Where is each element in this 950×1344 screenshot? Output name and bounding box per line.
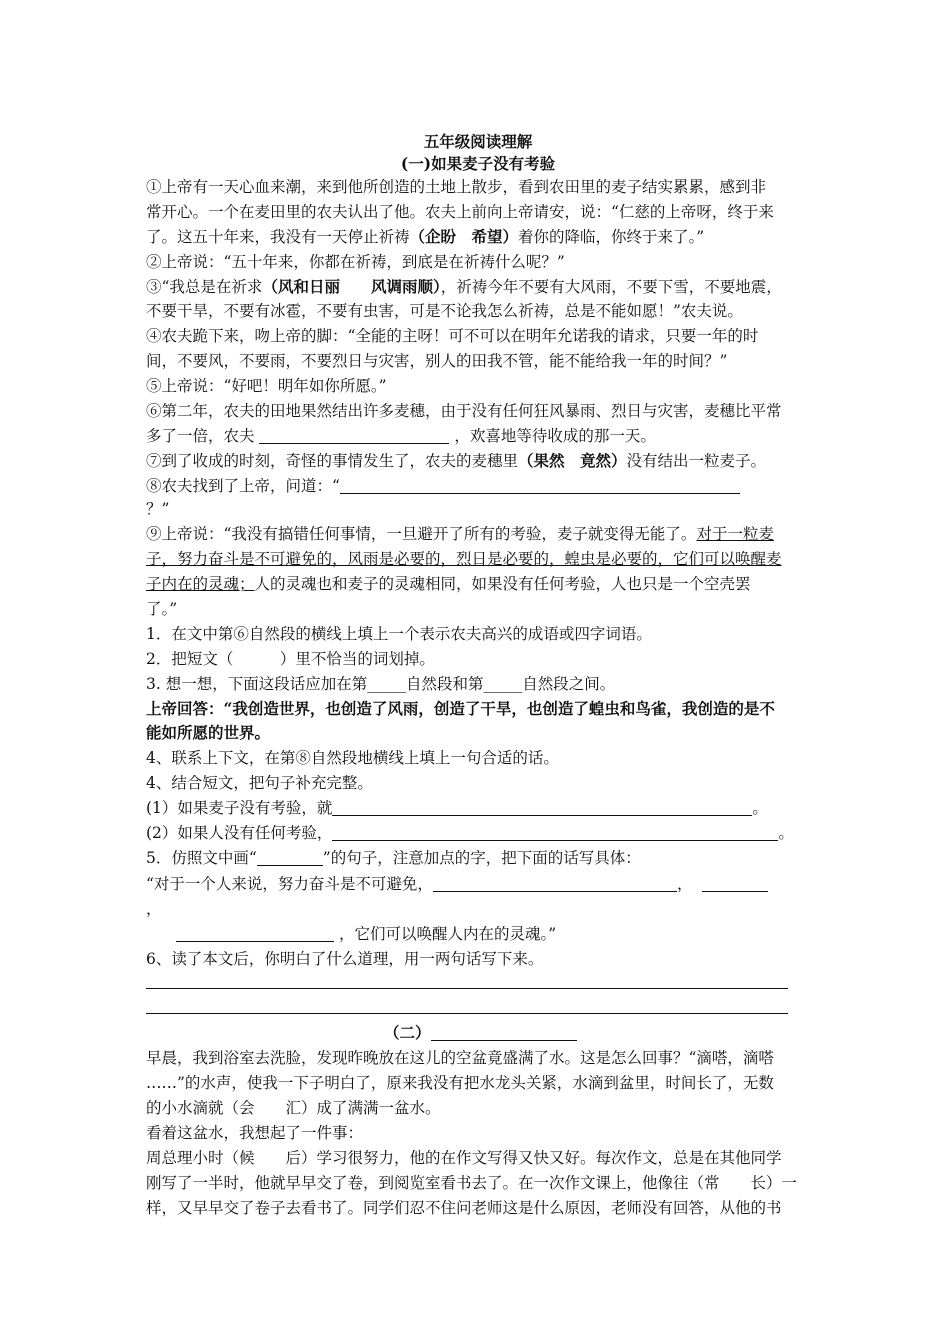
answer-line[interactable] bbox=[146, 1013, 788, 1014]
text: “对于一个人来说，努力奋斗是不可避免， bbox=[146, 875, 433, 893]
paragraph-line: 间，不要风，不要雨，不要烈日与灾害，别人的田我不管，能不能给我一年的时间？” bbox=[146, 352, 728, 370]
text: 。 bbox=[778, 824, 794, 842]
paragraph-line: 看着这盆水，我想起了一件事： bbox=[146, 1124, 364, 1142]
question-4a: 4、联系上下文，在第⑧自然段地横线上填上一句合适的话。 bbox=[146, 749, 559, 767]
question-4b-item bbox=[146, 797, 810, 819]
paragraph-line: 了。” bbox=[146, 600, 178, 618]
fill-blank[interactable] bbox=[257, 849, 323, 866]
section2-heading bbox=[384, 1022, 604, 1044]
text: ，它们可以唤醒人内在的灵魂。” bbox=[338, 925, 557, 943]
word-choice: （企盼 希望） bbox=[409, 227, 519, 246]
underlined-text: 子内在的灵魂； bbox=[146, 575, 255, 593]
text: 没有结出一粒麦子。 bbox=[626, 452, 767, 470]
paragraph-line: 的小水滴就（会 汇）成了满满一盆水。 bbox=[146, 1099, 441, 1117]
answer-line[interactable] bbox=[146, 988, 788, 989]
paragraph-line: ⑤上帝说：“好吧！明年如你所愿。” bbox=[146, 377, 387, 395]
paragraph-line bbox=[146, 573, 810, 595]
text: ，祈祷今年不要有大风雨，不要下雪，不要地震， bbox=[440, 278, 782, 296]
fill-blank[interactable] bbox=[259, 427, 449, 444]
underlined-text: 对于一粒麦 bbox=[696, 525, 774, 543]
question-5 bbox=[146, 847, 810, 869]
fill-blank[interactable] bbox=[433, 875, 677, 892]
paragraph-line bbox=[146, 226, 810, 248]
paragraph-line: ④农夫跪下来，吻上帝的脚：“全能的主呀！可不可以在明年允诺我的请求，只要一年的时 bbox=[146, 327, 759, 345]
question-3: 3. 想一想，下面这段话应加在第_____自然段和第_____自然段之间。 bbox=[146, 675, 616, 693]
paragraph-line: 周总理小时（候 后）学习很努力，他的在作文写得又快又好。每次作文，总是在其他同学 bbox=[146, 1149, 782, 1167]
text: (1）如果麦子没有考验，就 bbox=[146, 799, 333, 817]
section2-heading-text: （二） bbox=[384, 1023, 431, 1042]
text: ⑧农夫找到了上帝，问道：“ bbox=[146, 477, 340, 495]
text: 人的灵魂也和麦子的灵魂相同，如果没有任何考验，人也只是一个空壳罢 bbox=[254, 575, 751, 593]
word-choice: （风和日丽 风调雨顺） bbox=[262, 277, 441, 296]
fill-blank[interactable] bbox=[702, 875, 768, 892]
question-3-quote: 上帝回答：“我创造世界，也创造了风雨，创造了干旱，也创造了蝗虫和鸟雀，我创造的是不 bbox=[146, 699, 775, 718]
paragraph-line: 刚写了一半时，他就早早交了卷，到阅览室看书去了。在一次作文课上，他像往（常 长）一 bbox=[146, 1174, 798, 1192]
paragraph-line bbox=[146, 475, 810, 497]
question-1: 1．在文中第⑥自然段的横线上填上一个表示农夫高兴的成语或四字词语。 bbox=[146, 625, 652, 643]
question-3-quote: 能如所愿的世界。 bbox=[146, 723, 271, 742]
underlined-line: 子，努力奋斗是不可避免的，风雨是必要的，烈日是必要的，蝗虫是必要的，它们可以唤醒麦 bbox=[146, 550, 782, 568]
question-4b: 4、结合短文，把句子补充完整。 bbox=[146, 774, 373, 792]
paragraph-line: ⑥第二年，农夫的田地果然结出许多麦穗，由于没有任何狂风暴雨、烈日与灾害，麦穗比平常 bbox=[146, 402, 782, 420]
fill-blank[interactable] bbox=[176, 925, 334, 942]
text: 。 bbox=[752, 799, 768, 817]
text: 着你的降临，你终于来了。” bbox=[518, 228, 705, 246]
title-blank[interactable] bbox=[431, 1024, 577, 1041]
text: ”的句子，注意加点的字，把下面的话写具体： bbox=[322, 849, 641, 867]
paragraph-line: ②上帝说：“五十年来，你都在祈祷，到底是在祈祷什么呢？” bbox=[146, 253, 565, 271]
word-choice: （果然 竟然） bbox=[518, 451, 627, 470]
fill-blank[interactable] bbox=[332, 824, 778, 841]
paragraph-line: 常开心。一个在麦田里的农夫认出了他。农夫上前向上帝请安，说：“仁慈的上帝呀，终于来 bbox=[146, 203, 774, 221]
paragraph-line bbox=[146, 450, 810, 472]
text: 多了一倍，农夫 bbox=[146, 427, 255, 445]
question-4b-item bbox=[146, 822, 810, 844]
question-6: 6、读了本文后，你明白了什么道理，用一两句话写下来。 bbox=[146, 950, 544, 968]
question-5-line bbox=[176, 923, 840, 945]
paragraph-line: 样，又早早交了卷子去看书了。同学们忍不住问老师这是什么原因，老师没有回答，从他的书 bbox=[146, 1199, 782, 1217]
text: 5．仿照文中画“ bbox=[146, 849, 257, 867]
question-5-line bbox=[146, 873, 810, 895]
paragraph-line bbox=[146, 276, 810, 298]
fill-blank[interactable] bbox=[340, 477, 740, 494]
text: 了。这五十年来，我没有一天停止祈祷 bbox=[146, 228, 410, 246]
question-5-line: ， bbox=[146, 900, 162, 918]
paragraph-line: ？” bbox=[146, 500, 170, 518]
text: (2）如果人没有任何考验， bbox=[146, 824, 333, 842]
paragraph-line: 早晨，我到浴室去洗脸，发现昨晚放在这儿的空盆竟盛满了水。这是怎么回事？“滴嗒，滴嗒 bbox=[146, 1049, 774, 1067]
paragraph-line: 不要干旱，不要有冰雹，不要有虫害，可是不论我怎么祈祷，总是不能如愿！”农夫说。 bbox=[146, 302, 743, 320]
paragraph-line bbox=[146, 523, 810, 545]
paragraph-line bbox=[146, 425, 810, 447]
fill-blank[interactable] bbox=[332, 799, 752, 816]
text: ，欢喜地等待收成的那一天。 bbox=[454, 427, 656, 445]
text: ③“我总是在祈求 bbox=[146, 278, 263, 296]
paragraph-line: ①上帝有一天心血来潮，来到他所创造的土地上散步，看到农田里的麦子结实累累，感到非 bbox=[146, 178, 767, 196]
text: ⑦到了收成的时刻，奇怪的事情发生了，农夫的麦穗里 bbox=[146, 452, 519, 470]
section1-heading: (一)如果麦子没有考验 bbox=[400, 154, 556, 173]
question-2: 2．把短文（ ）里不恰当的词划掉。 bbox=[146, 650, 435, 668]
document-title: 五年级阅读理解 bbox=[423, 132, 533, 151]
text: ⑨上帝说：“我没有搞错任何事情，一旦避开了所有的考验，麦子就变得无能了。 bbox=[146, 525, 697, 543]
text: ， bbox=[676, 875, 693, 893]
paragraph-line: ……”的水声，使我一下子明白了，原来我没有把水龙头关紧，水滴到盆里，时间长了，无数 bbox=[146, 1074, 774, 1092]
